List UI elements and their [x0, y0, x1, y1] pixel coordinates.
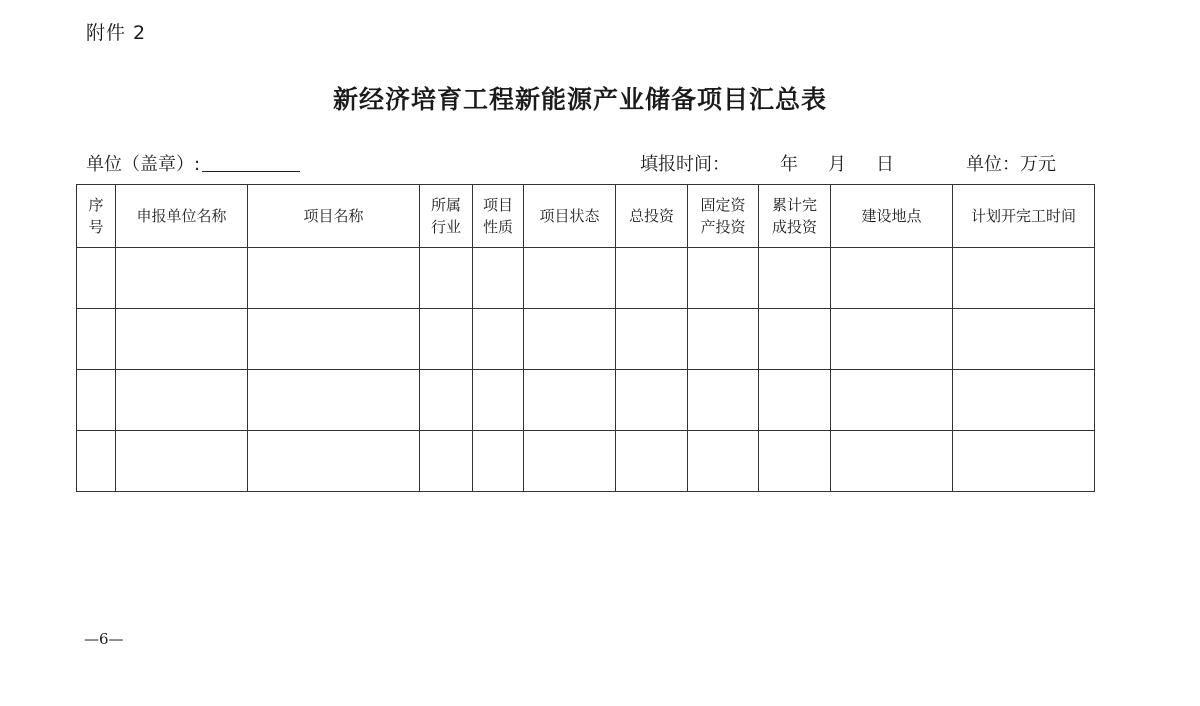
money-unit-label: 单位：万元: [966, 154, 1056, 175]
unit-stamp-label: 单位（盖章）:: [86, 154, 201, 175]
table-cell[interactable]: [759, 309, 831, 370]
table-cell[interactable]: [248, 248, 420, 309]
table-cell[interactable]: [420, 370, 473, 431]
table-cell[interactable]: [616, 248, 688, 309]
table-cell[interactable]: [953, 370, 1095, 431]
table-cell[interactable]: [77, 309, 116, 370]
table-row: [77, 309, 1095, 370]
page-number: —6—: [84, 630, 124, 648]
table-cell[interactable]: [953, 248, 1095, 309]
table-cell[interactable]: [116, 248, 248, 309]
table-cell[interactable]: [831, 248, 953, 309]
table-cell[interactable]: [524, 248, 616, 309]
header-cell-industry: 所属行业: [420, 185, 473, 248]
document-title: 新经济培育工程新能源产业储备项目汇总表: [332, 85, 827, 114]
month-label: 月: [828, 154, 846, 175]
table-cell[interactable]: [831, 309, 953, 370]
project-summary-table: [76, 184, 1095, 492]
table-cell[interactable]: [473, 309, 524, 370]
table-cell[interactable]: [473, 431, 524, 492]
table-cell[interactable]: [77, 248, 116, 309]
header-cell-applicant: 申报单位名称: [116, 185, 248, 248]
table-cell[interactable]: [248, 370, 420, 431]
table-cell[interactable]: [831, 431, 953, 492]
table-cell[interactable]: [524, 309, 616, 370]
table-cell[interactable]: [116, 370, 248, 431]
table-cell[interactable]: [616, 431, 688, 492]
table-cell[interactable]: [831, 370, 953, 431]
table-cell[interactable]: [688, 248, 759, 309]
year-label: 年: [780, 154, 798, 175]
table-cell[interactable]: [420, 309, 473, 370]
header-cell-location: 建设地点: [831, 185, 953, 248]
table-cell[interactable]: [116, 309, 248, 370]
table-cell[interactable]: [77, 431, 116, 492]
fill-time-field: [640, 150, 894, 176]
header-cell-total-investment: 总投资: [616, 185, 688, 248]
table-cell[interactable]: [616, 370, 688, 431]
table-cell[interactable]: [420, 431, 473, 492]
table-cell[interactable]: [688, 431, 759, 492]
table-cell[interactable]: [759, 431, 831, 492]
table-cell[interactable]: [473, 370, 524, 431]
table-cell[interactable]: [616, 309, 688, 370]
table-cell[interactable]: [473, 248, 524, 309]
table-cell[interactable]: [420, 248, 473, 309]
header-cell-project-name: 项目名称: [248, 185, 420, 248]
table-cell[interactable]: [77, 370, 116, 431]
table-cell[interactable]: [953, 309, 1095, 370]
header-cell-fixed-assets: 固定资产投资: [688, 185, 759, 248]
table-row: [77, 370, 1095, 431]
table-cell[interactable]: [524, 370, 616, 431]
table-cell[interactable]: [248, 431, 420, 492]
table-row: [77, 431, 1095, 492]
day-label: 日: [876, 154, 894, 175]
table-cell[interactable]: [116, 431, 248, 492]
unit-stamp-blank: [202, 171, 300, 172]
table-cell[interactable]: [953, 431, 1095, 492]
attachment-label: 附件 2: [86, 22, 147, 44]
table-cell[interactable]: [524, 431, 616, 492]
unit-stamp-field: [86, 150, 300, 176]
table-cell[interactable]: [759, 370, 831, 431]
header-cell-nature: 项目性质: [473, 185, 524, 248]
table-row: [77, 248, 1095, 309]
header-cell-index: 序号: [77, 185, 116, 248]
table-cell[interactable]: [688, 370, 759, 431]
header-cell-schedule: 计划开完工时间: [953, 185, 1095, 248]
header-cell-status: 项目状态: [524, 185, 616, 248]
header-cell-completed-investment: 累计完成投资: [759, 185, 831, 248]
table-header-row: [77, 185, 1095, 248]
fill-time-label: 填报时间：: [640, 154, 730, 175]
table-cell[interactable]: [248, 309, 420, 370]
table-cell[interactable]: [759, 248, 831, 309]
table-cell[interactable]: [688, 309, 759, 370]
